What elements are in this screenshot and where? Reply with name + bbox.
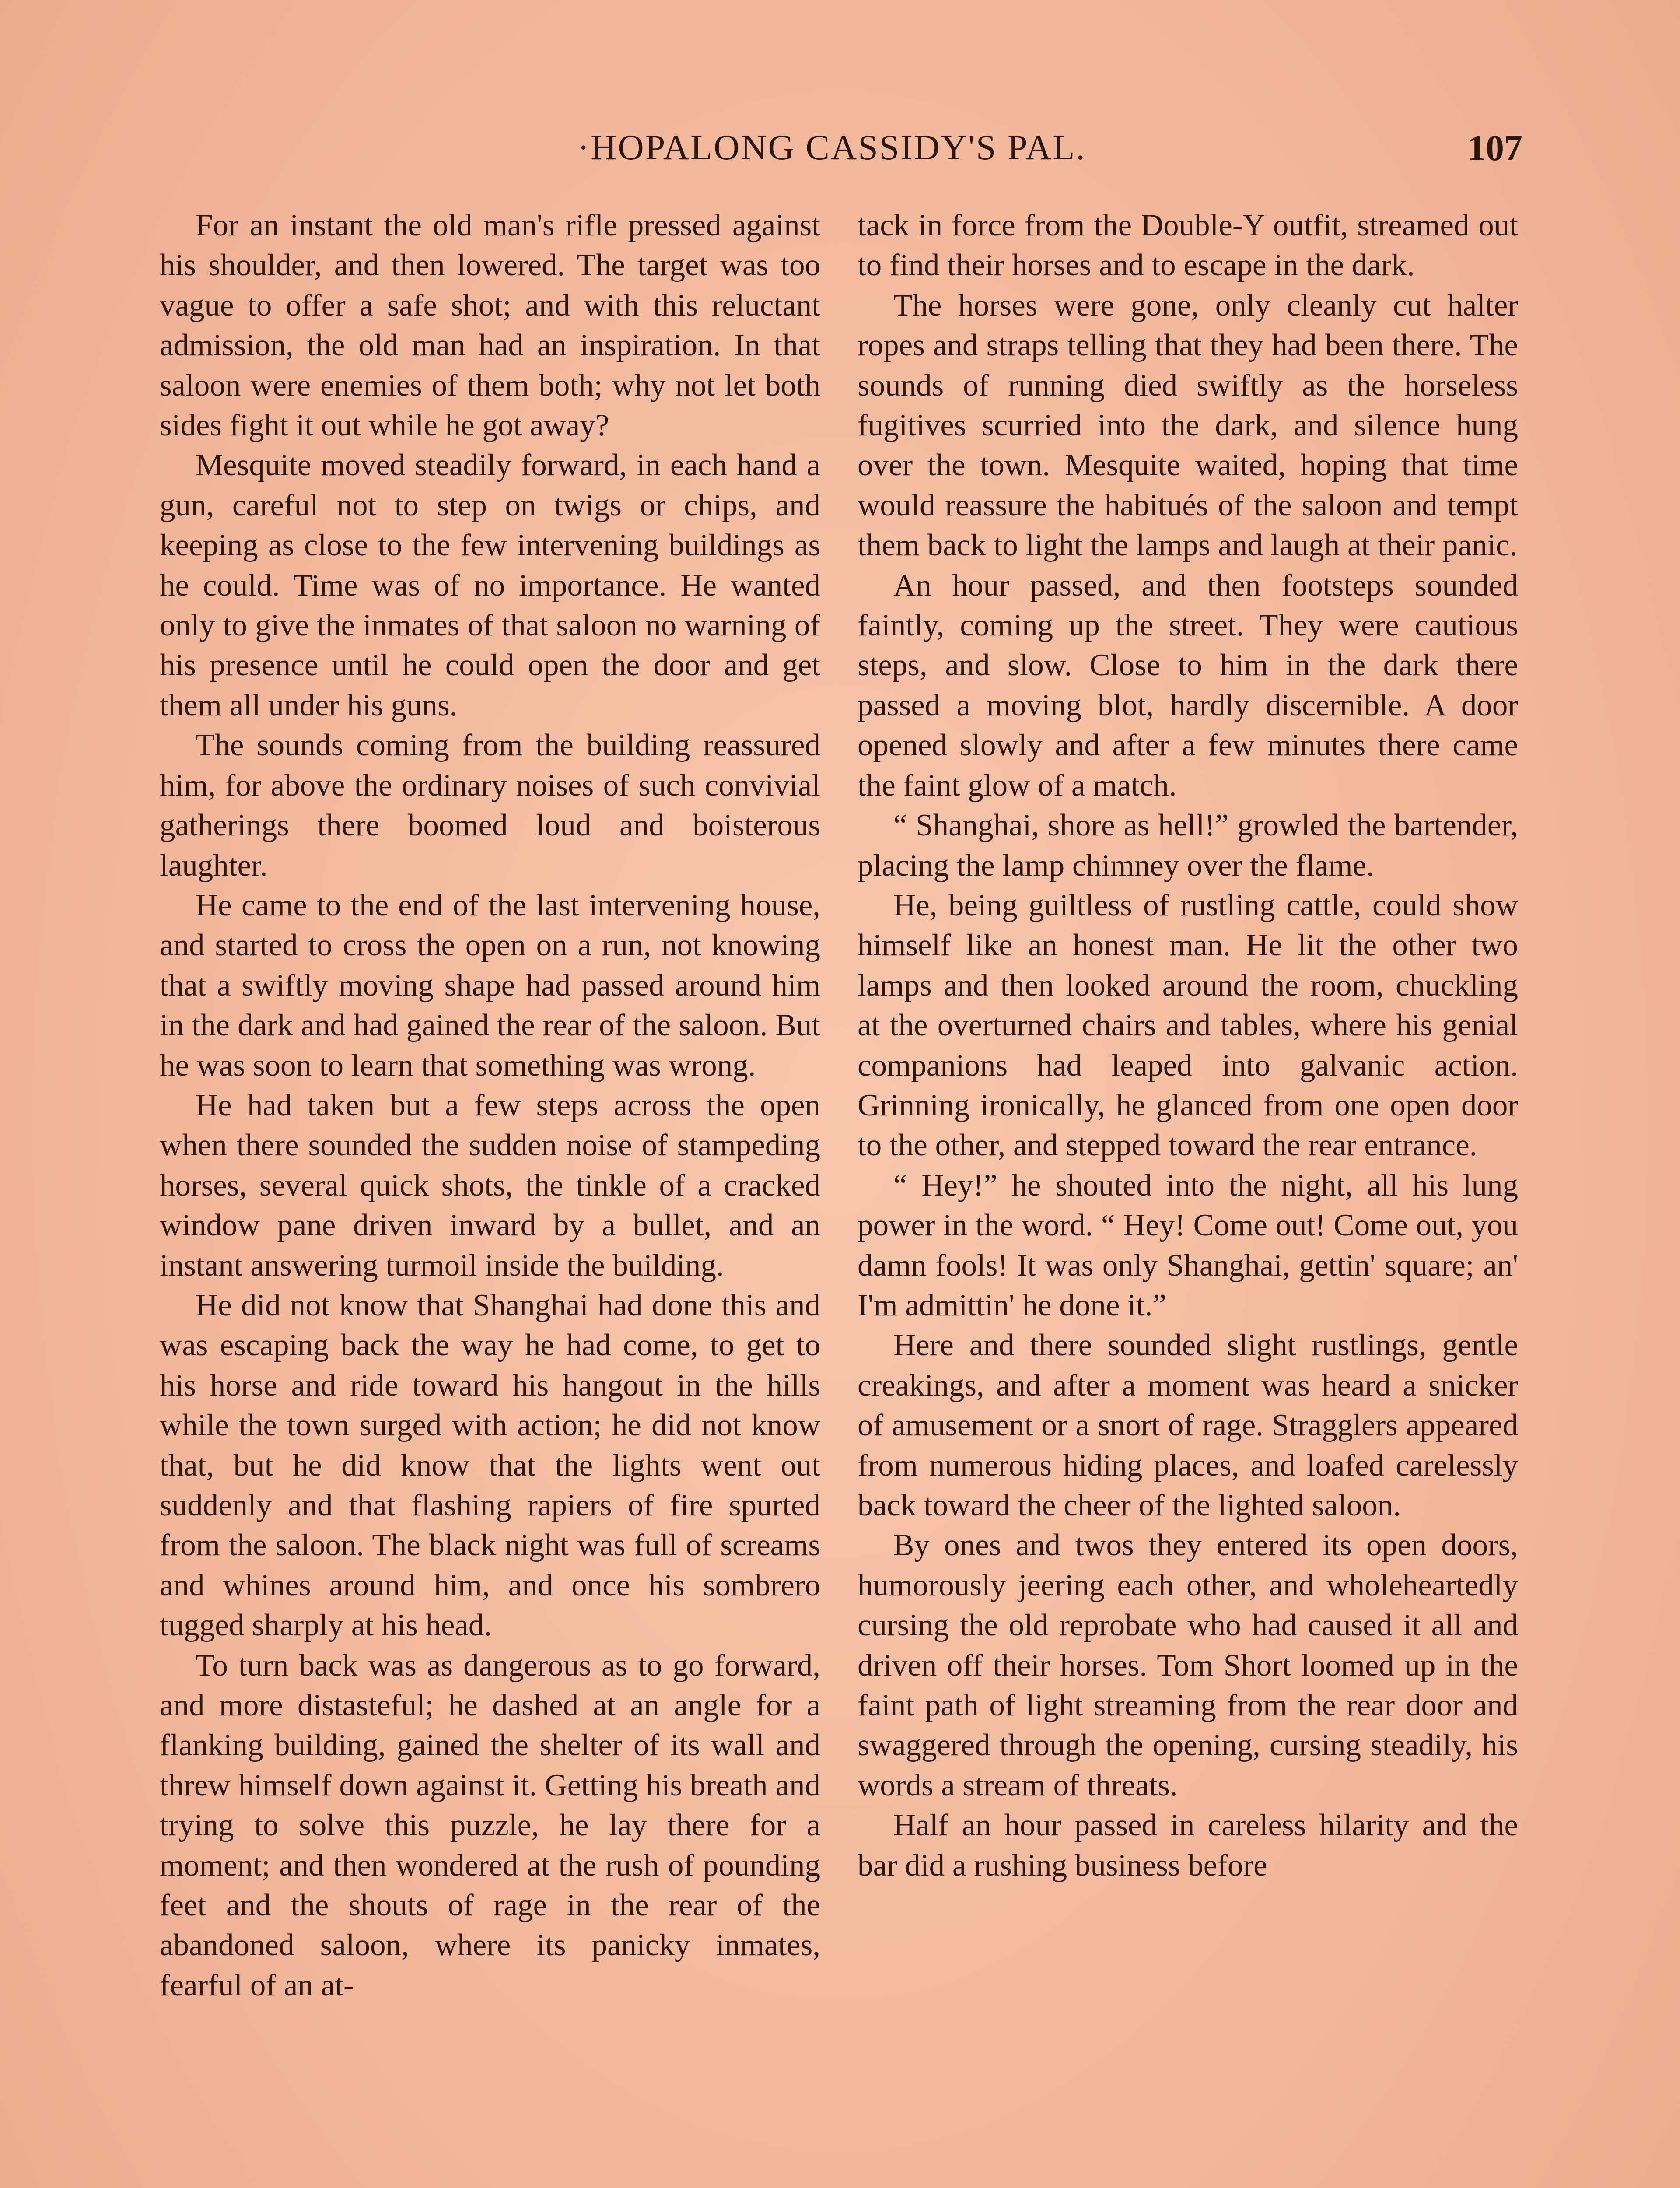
paragraph-continuation: tack in force from the Double-Y outfit, streamed out to find their horses and to escape in the dark.	[858, 208, 1518, 283]
paragraph: “ Shanghai, shore as hell!” growled the bartender, placing the lamp chimney over the flame.	[858, 808, 1518, 883]
paragraph: He, being guiltless of rustling cattle, could show himself like an honest man. He lit the other two lamps and then looked around the room, chuckling at the overturned chairs and tables, where his genial companions had leaped into galvanic action. Grinning ironically, he glanced from one open door to the other, and stepped toward the rear entrance.	[858, 888, 1518, 1163]
paragraph: He came to the end of the last intervening house, and started to cross the open on a run, not knowing that a swiftly moving shape had passed around him in the dark and had gained the rear of the saloon. But he was soon to learn that something was wrong.	[160, 888, 820, 1083]
paragraph: He had taken but a few steps across the open when there sounded the sudden noise of stampeding horses, several quick shots, the tinkle of a cracked window pane driven inward by a bullet, and an instant answering turmoil inside the building.	[160, 1088, 820, 1283]
paragraph: By ones and twos they entered its open doors, humorously jeering each other, and wholeheartedly cursing the old reprobate who had caused it all and driven off their horses. Tom Short loomed up in the faint path of light streaming from the rear door and swaggered through the opening, cursing steadily, his words a stream of threats.	[858, 1528, 1518, 1802]
paragraph: The horses were gone, only cleanly cut halter ropes and straps telling that they had been there. The sounds of running died swiftly as the horseless fugitives scurried into the dark, and silence hung over the town. Mesquite waited, hoping that time would reassure the habitués of the saloon and tempt them back to light the lamps and laugh at their panic.	[858, 288, 1518, 563]
paragraph: He did not know that Shanghai had done this and was escaping back the way he had come, to get to his horse and ride toward his hangout in the hills while the town surged with action; he did not know that, but he did know that the lights went out suddenly and that flashing rapiers of fire spurted from the saloon. The black night was full of screams and whines around him, and once his sombrero tugged sharply at his head.	[160, 1288, 820, 1643]
paragraph: An hour passed, and then footsteps sounded faintly, coming up the street. They were cautious steps, and slow. Close to him in the dark there passed a moving blot, hardly discernible. A door opened slowly and after a few minutes there came the faint glow of a match.	[858, 568, 1518, 803]
paragraph: Half an hour passed in careless hilarity and the bar did a rushing business before	[858, 1808, 1518, 1883]
paragraph: Mesquite moved steadily forward, in each hand a gun, careful not to step on twigs or chips, and keeping as close to the few intervening buildings as he could. Time was of no importance. He wanted only to give the inmates of that saloon no warning of his presence until he could open the door and get them all under his guns.	[160, 448, 820, 722]
left-column	[160, 206, 820, 2188]
paragraph: The sounds coming from the building reassured him, for above the ordinary noises of such convivial gatherings there boomed loud and boisterous laughter.	[160, 728, 820, 883]
right-column	[858, 206, 1518, 2188]
paragraph: For an instant the old man's rifle pressed against his shoulder, and then lowered. The target was too vague to offer a safe shot; and with this reluctant admission, the old man had an inspiration. In that saloon were enemies of them both; why not let both sides fight it out while he got away?	[160, 208, 820, 443]
paragraph: Here and there sounded slight rustlings, gentle creakings, and after a moment was heard a snicker of amusement or a snort of rage. Stragglers appeared from numerous hiding places, and loafed carelessly back toward the cheer of the lighted saloon.	[858, 1328, 1518, 1522]
page-number: 107	[1467, 128, 1522, 168]
page-header	[158, 127, 1522, 184]
running-head: ·HOPALONG CASSIDY'S PAL.	[578, 127, 1086, 167]
paragraph: “ Hey!” he shouted into the night, all his lung power in the word. “ Hey! Come out! Come out, you damn fools! It was only Shanghai, gettin' square; an' I'm admittin' he done it.”	[858, 1168, 1518, 1322]
paragraph: To turn back was as dangerous as to go forward, and more distasteful; he dashed at an angle for a flanking building, gained the shelter of its wall and threw himself down against it. Getting his breath and trying to solve this puzzle, he lay there for a moment; and then wondered at the rush of pounding feet and the shouts of rage in the rear of the abandoned saloon, where its panicky inmates, fearful of an at-	[160, 1648, 820, 2002]
